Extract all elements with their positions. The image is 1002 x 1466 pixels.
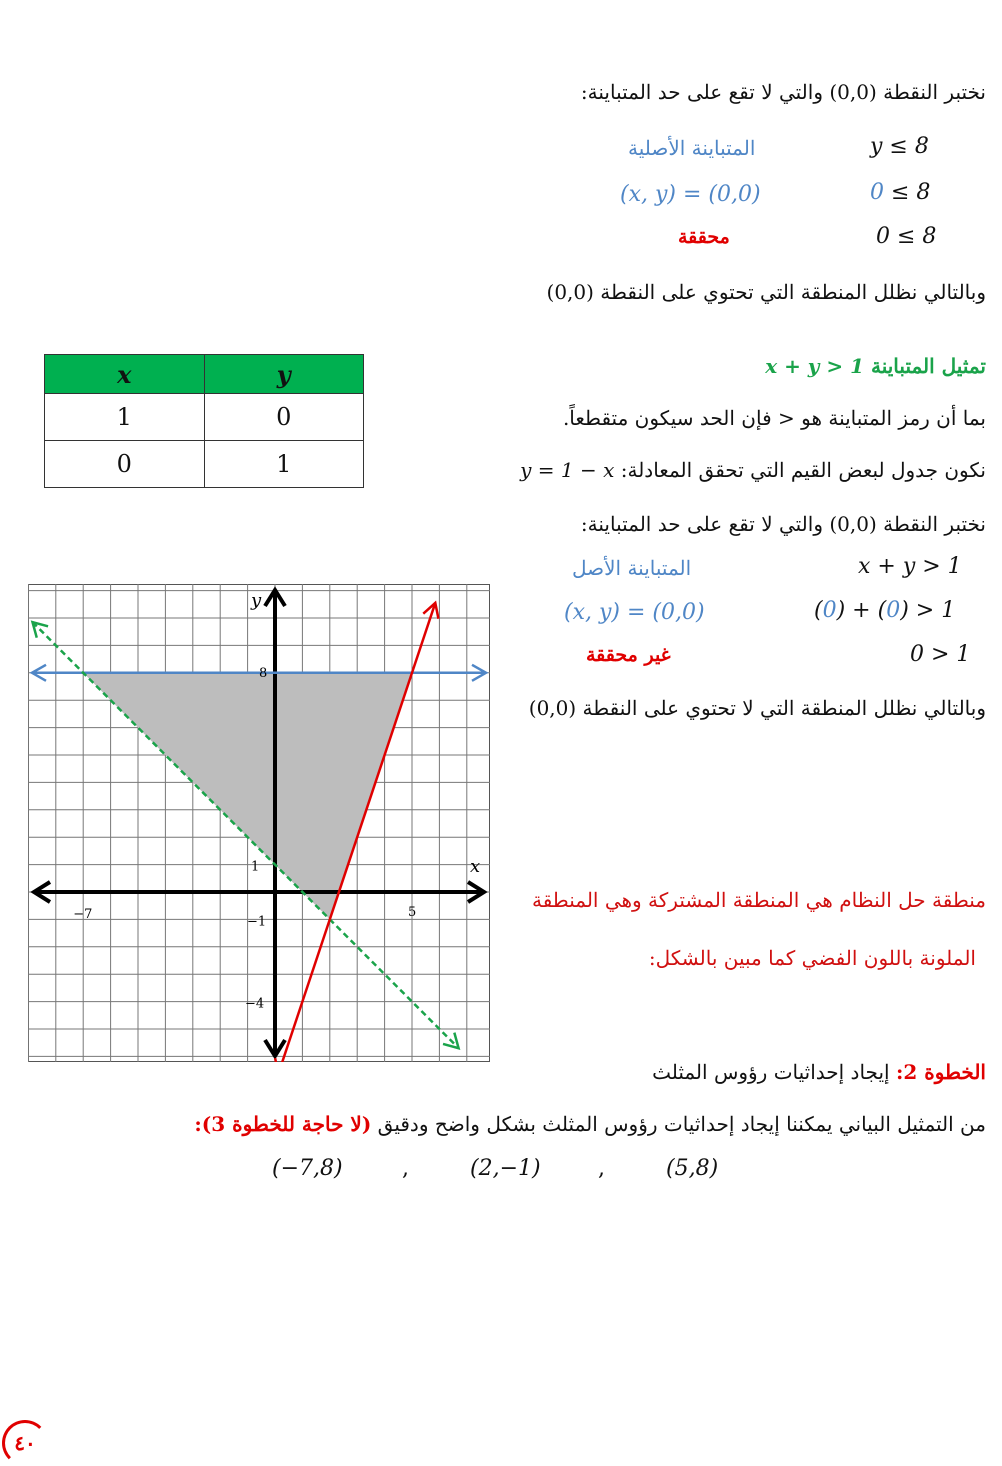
table-cell: 0	[45, 441, 205, 488]
table-row	[45, 441, 364, 488]
result-expr-2: 0 > 1	[910, 642, 971, 667]
conclusion-1: وبالتالي نظلل المنطقة التي تحتوي على النقطة (0,0)	[546, 280, 986, 304]
tick-label: −4	[245, 996, 265, 1012]
separator: ,	[598, 1156, 605, 1181]
vertex: (−7,8)	[272, 1156, 343, 1181]
table-row	[45, 394, 364, 441]
inequality-expr-2: x + y > 1	[858, 554, 962, 579]
substitution-label-1: (x, y) = (0,0)	[620, 182, 761, 207]
tick-label: 8	[259, 665, 268, 681]
substitution-expr-2: (0) + (0) > 1	[814, 598, 956, 623]
solution-note-line-1: منطقة حل النظام هي المنطقة المشتركة وهي المنطقة	[531, 888, 986, 912]
substitution-expr-1: 0 ≤ 8	[870, 180, 931, 205]
substitution-label-2: (x, y) = (0,0)	[564, 600, 705, 625]
separator: ,	[402, 1156, 409, 1181]
test-point-line-1: نختبر النقطة (0,0) والتي لا تقع على حد المتباينة:	[580, 80, 986, 104]
x-axis-label: x	[470, 856, 481, 877]
vertex: (5,8)	[666, 1156, 719, 1181]
inequality-expr-1: y ≤ 8	[870, 134, 929, 159]
table-header-y: y	[204, 355, 364, 394]
tick-label: 1	[251, 859, 260, 875]
original-inequality-label-1: المتباينة الأصلية	[628, 136, 756, 160]
tick-label: −7	[73, 907, 93, 922]
table-cell: 1	[45, 394, 205, 441]
conclusion-2: وبالتالي نظلل المنطقة التي لا تحتوي على النقطة (0,0)	[528, 696, 986, 720]
value-table	[44, 354, 364, 488]
vertices-description: من التمثيل البياني يمكننا إيجاد إحداثيات رؤوس المثلث بشكل واضح ودقيق (لا حاجة للخطوة 3):	[194, 1112, 986, 1136]
result-expr-1: 0 ≤ 8	[876, 224, 937, 249]
table-header-x: x	[45, 355, 205, 394]
table-cell: 1	[204, 441, 364, 488]
table-cell: 0	[204, 394, 364, 441]
test-point-line-2: نختبر النقطة (0,0) والتي لا تقع على حد المتباينة:	[580, 512, 986, 536]
y-axis-label: y	[251, 590, 262, 611]
solution-note-line-2: الملونة باللون الفضي كما مبين بالشكل:	[648, 946, 976, 970]
not-satisfied-label: غير محققة	[586, 644, 671, 666]
original-inequality-label-2: المتباينة الأصل	[572, 556, 692, 580]
table-line: نكون جدول لبعض القيم التي تحقق المعادلة: y = 1 − x	[520, 458, 986, 482]
tick-label: 5	[408, 905, 417, 920]
vertex: (2,−1)	[470, 1156, 541, 1181]
boundary-type-line: بما أن رمز المتباينة هو < فإن الحد سيكون متقطعاً.	[562, 406, 986, 430]
section-title: تمثيل المتباينة x + y > 1	[765, 354, 986, 378]
tick-label: −1	[247, 914, 267, 930]
page-number: ٤٠	[2, 1420, 48, 1466]
satisfied-label: محققة	[678, 226, 730, 248]
step-2-heading: الخطوة 2: إيجاد إحداثيات رؤوس المثلث	[652, 1060, 986, 1084]
coordinate-graph	[28, 584, 490, 1062]
